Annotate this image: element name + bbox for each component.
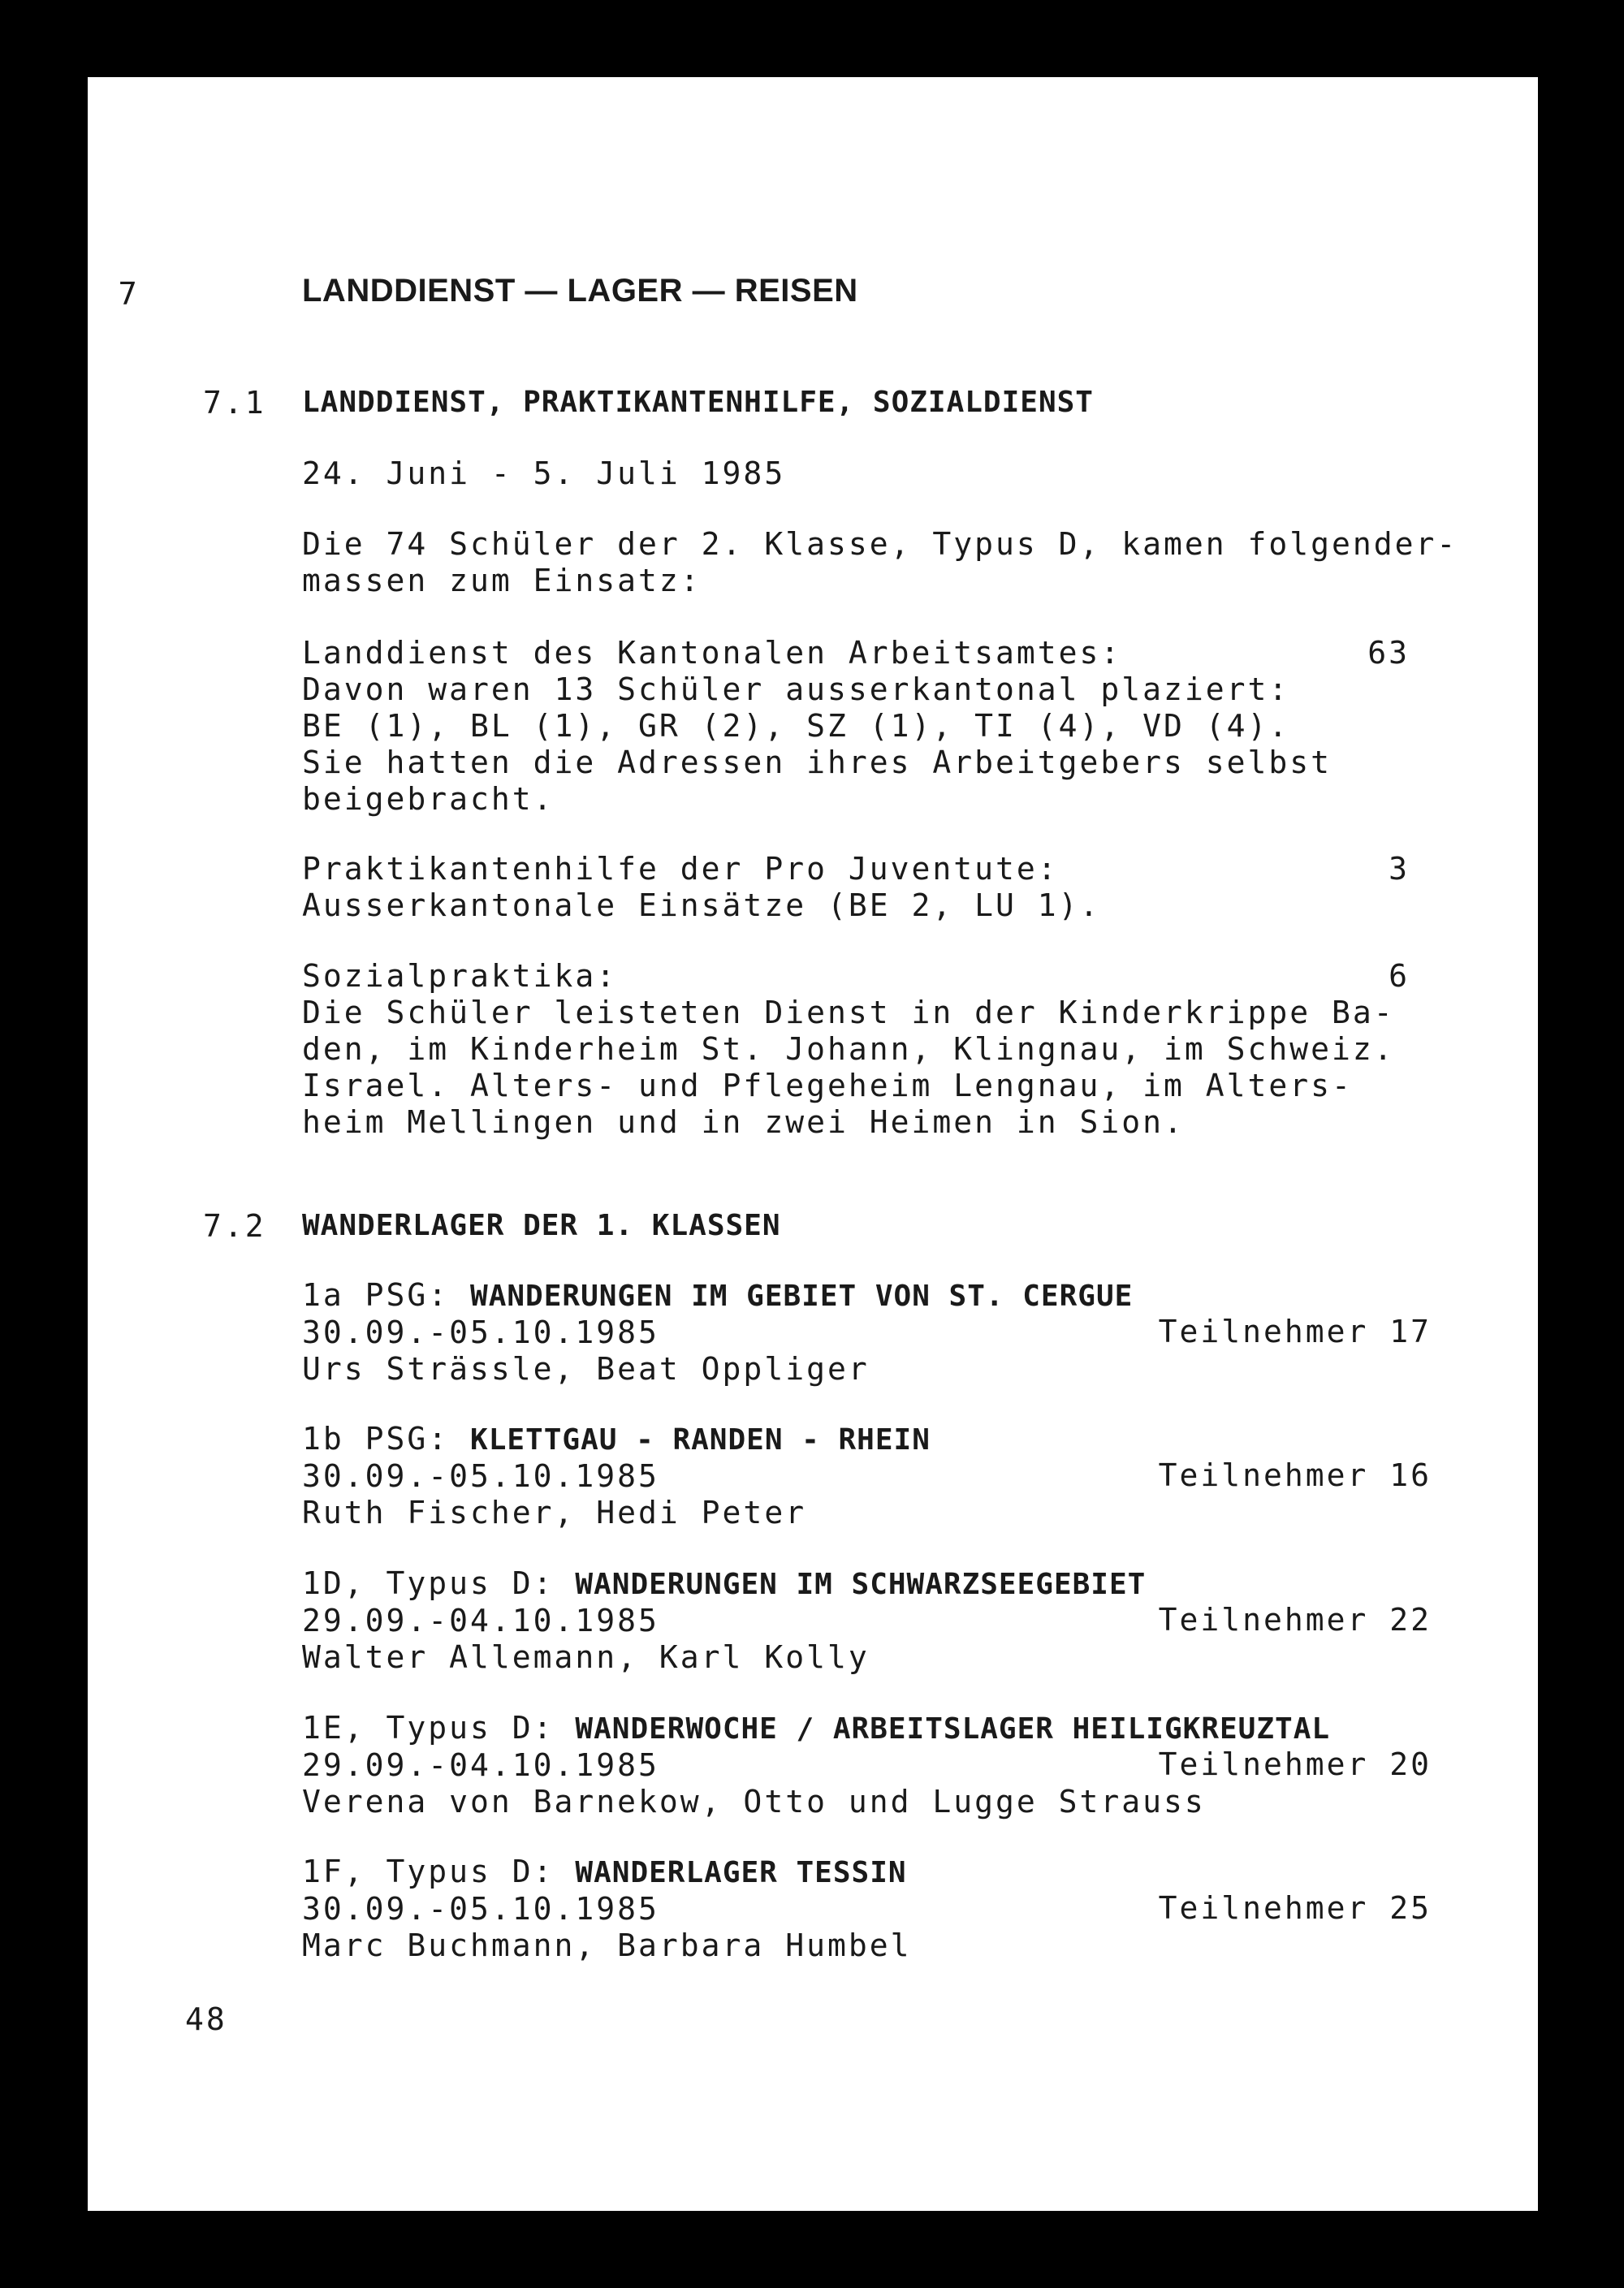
landdienst-label: Landdienst des Kantonalen Arbeitsamtes: [302,635,1122,671]
praktikanten-label: Praktikantenhilfe der Pro Juventute: [302,851,1059,887]
landdienst-paragraph [302,635,1332,818]
landdienst-line: Sie hatten die Adressen ihres Arbeitgebers selbst [302,745,1332,780]
praktikanten-count: 3 [1389,851,1410,887]
section-date: 24. Juni - 5. Juli 1985 [302,455,786,491]
camp-title: WANDERWOCHE / ARBEITSLAGER HEILIGKREUZTAL [575,1712,1331,1746]
intro-paragraph [302,526,1458,599]
praktikanten-paragraph [302,851,1100,924]
camp-entry [302,1565,1146,1676]
camp-leaders: Marc Buchmann, Barbara Humbel [302,1928,912,1963]
camp-title: KLETTGAU - RANDEN - RHEIN [470,1423,931,1457]
landdienst-line: beigebracht. [302,781,555,817]
camp-title: WANDERUNGEN IM GEBIET VON ST. CERGUE [470,1280,1134,1313]
camp-participants: Teilnehmer 17 [1158,1314,1432,1349]
sozial-line: den, im Kinderheim St. Johann, Klingnau, im Schweiz. [302,1031,1395,1067]
camp-dates: 30.09.-05.10.1985 [302,1891,659,1927]
camp-leaders: Walter Allemann, Karl Kolly [302,1639,870,1675]
chapter-number: 7 [118,276,138,312]
camp-title: WANDERLAGER TESSIN [575,1856,907,1889]
sozial-paragraph [302,958,1395,1141]
camp-participants: Teilnehmer 22 [1158,1602,1432,1638]
camp-participants: Teilnehmer 16 [1158,1457,1432,1493]
camp-class: 1E, Typus D: [302,1710,576,1746]
camp-class: 1F, Typus D: [302,1854,576,1889]
chapter-title: LANDDIENST — LAGER — REISEN [302,273,858,309]
camp-leaders: Ruth Fischer, Hedi Peter [302,1495,807,1530]
landdienst-count: 63 [1367,635,1410,671]
page-number: 48 [185,2001,227,2037]
camp-participants: Teilnehmer 25 [1158,1890,1432,1926]
landdienst-line: Davon waren 13 Schüler ausserkantonal plaziert: [302,671,1290,707]
camp-dates: 29.09.-04.10.1985 [302,1747,659,1783]
camp-leaders: Verena von Barnekow, Otto und Lugge Strauss [302,1784,1206,1820]
section-heading-7-1: LANDDIENST, PRAKTIKANTENHILFE, SOZIALDIENST [302,386,1094,419]
camp-dates: 29.09.-04.10.1985 [302,1603,659,1638]
camp-entry [302,1277,1133,1388]
camp-dates: 30.09.-05.10.1985 [302,1458,659,1494]
camp-entry [302,1421,931,1531]
section-heading-7-2: WANDERLAGER DER 1. KLASSEN [302,1209,781,1242]
section-number-7-2: 7.2 [203,1208,266,1244]
landdienst-line: BE (1), BL (1), GR (2), SZ (1), TI (4), VD (4). [302,708,1290,744]
camp-leaders: Urs Strässle, Beat Oppliger [302,1351,870,1387]
camp-title: WANDERUNGEN IM SCHWARZSEEGEBIET [575,1568,1147,1601]
sozial-line: Israel. Alters- und Pflegeheim Lengnau, im Alters- [302,1068,1353,1103]
camp-dates: 30.09.-05.10.1985 [302,1315,659,1350]
camp-class: 1b PSG: [302,1421,471,1457]
sozial-line: Die Schüler leisteten Dienst in der Kinderkrippe Ba- [302,995,1395,1030]
praktikanten-line: Ausserkantonale Einsätze (BE 2, LU 1). [302,887,1101,923]
camp-class: 1a PSG: [302,1277,471,1313]
camp-entry [302,1854,911,1964]
section-number-7-1: 7.1 [203,385,266,421]
sozial-line: heim Mellingen und in zwei Heimen in Sion. [302,1104,1185,1140]
intro-line: massen zum Einsatz: [302,563,702,598]
intro-line: Die 74 Schüler der 2. Klasse, Typus D, kamen folgender- [302,526,1458,562]
camp-class: 1D, Typus D: [302,1565,576,1601]
sozial-label: Sozialpraktika: [302,958,618,994]
camp-participants: Teilnehmer 20 [1158,1746,1432,1782]
sozial-count: 6 [1389,958,1410,994]
